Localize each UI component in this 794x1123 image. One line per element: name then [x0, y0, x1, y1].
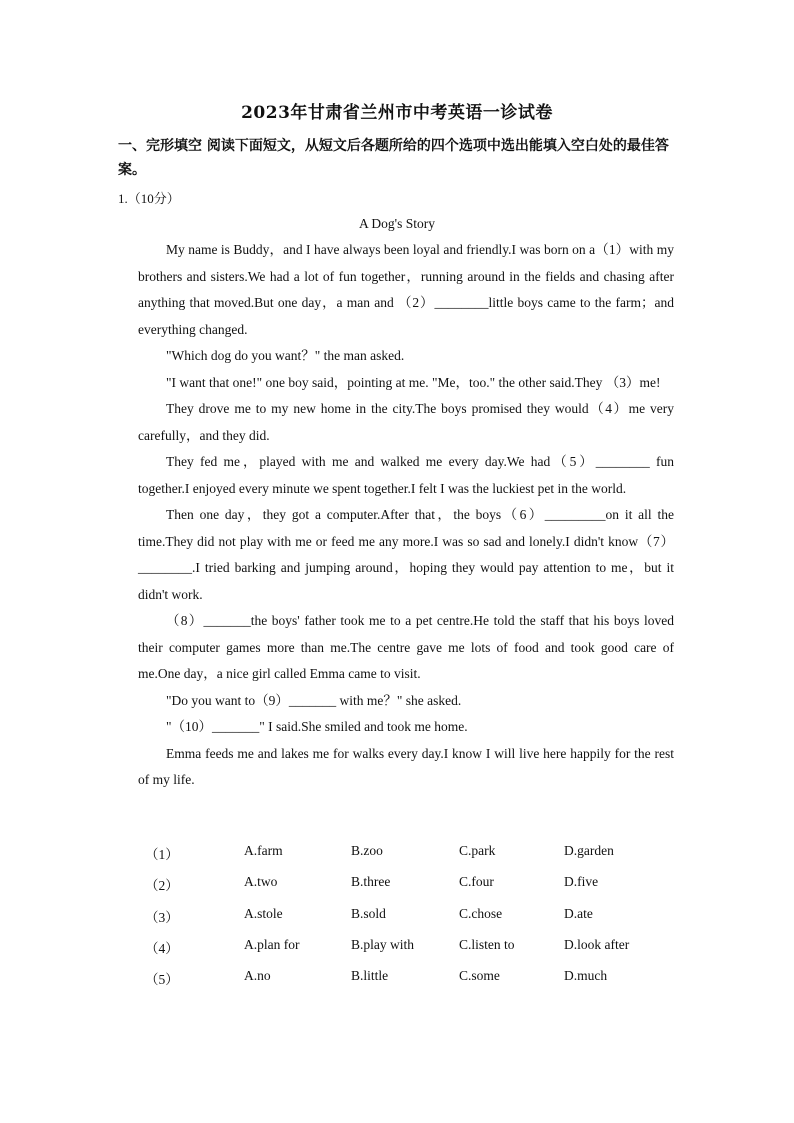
option-number: （3） — [145, 909, 179, 925]
passage-paragraph: （8）_______the boys' father took me to a pet centre.He told the staff that his boys loved their computer games more than me.The centre gave me lots of food and took good care of me.One day，a nice girl called Emma came to visit. — [138, 613, 674, 681]
option-number: （5） — [145, 972, 179, 988]
passage-paragraph: My name is Buddy，and I have always been loyal and friendly.I was born on a（1）with my brothers and sisters.We had a lot of fun together，running around in the fields and chasing after anything that moved.But one day，a man and （2）________little boys came to the farm；and everything changed. — [138, 242, 674, 337]
exam-title: 2023年甘肃省兰州市中考英语一诊试卷 — [241, 103, 553, 123]
option-row — [145, 843, 665, 874]
passage-paragraph: Emma feeds me and lakes me for walks every day.I know I will live here happily for the rest of my life. — [138, 745, 674, 787]
option-d: D.garden — [564, 843, 614, 858]
option-c: C.listen to — [459, 936, 515, 952]
passage-paragraph: They drove me to my new home in the city.The boys promised they would（4）me very carefully，and they did. — [138, 401, 674, 443]
question-number: 1.（10分） — [118, 191, 180, 206]
passage-paragraph: "（10）_______" I said.She smiled and took me home. — [166, 719, 468, 734]
option-b: B.sold — [351, 905, 386, 921]
option-a: A.stole — [244, 905, 283, 921]
passage-paragraph: "Which dog do you want？" the man asked. — [166, 348, 405, 363]
option-b: B.three — [351, 874, 391, 890]
passage-paragraph: "Do you want to（9）_______ with me？" she asked. — [166, 692, 462, 708]
option-c: C.some — [459, 968, 500, 984]
option-b: B.play with — [351, 936, 414, 952]
option-row — [145, 968, 665, 999]
option-d: D.ate — [564, 905, 593, 921]
story-title: A Dog's Story — [359, 216, 435, 231]
option-c: C.chose — [459, 905, 503, 921]
option-a: A.no — [244, 968, 271, 984]
option-c: C.park — [459, 843, 496, 858]
option-number: （4） — [145, 940, 179, 956]
passage-paragraph: Then one day，they got a computer.After that，the boys（6）_________on it all the time.They did not play with me or feed me any more.I was so sad and lonely.I didn't know（7）________.I tried barking and jumping around，hoping they would pay attention to me，but it didn't work. — [138, 507, 674, 602]
option-c: C.four — [459, 874, 494, 890]
passage — [138, 237, 674, 794]
option-b: B.zoo — [351, 843, 383, 858]
option-d: D.look after — [564, 936, 630, 952]
option-row — [145, 874, 665, 905]
option-d: D.much — [564, 968, 608, 984]
option-a: A.farm — [244, 843, 283, 858]
passage-paragraph: "I want that one!" one boy said，pointing at me. "Me，too." the other said.They （3）me! — [166, 374, 661, 390]
option-a: A.plan for — [244, 936, 300, 952]
option-d: D.five — [564, 874, 599, 890]
section-heading: 一、完形填空 阅读下面短文，从短文后各题所给的四个选项中选出能填入空白处的最佳答案。 — [118, 138, 669, 178]
option-number: （2） — [145, 878, 179, 894]
options-table — [145, 843, 665, 999]
option-row — [145, 937, 665, 968]
option-b: B.little — [351, 968, 389, 984]
passage-paragraph: They fed me，played with me and walked me every day.We had（5）________ fun together.I enjoyed every minute we spent together.I felt I was the luckiest pet in the world. — [138, 454, 674, 496]
option-row — [145, 906, 665, 937]
option-a: A.two — [244, 874, 278, 890]
option-number: （1） — [145, 847, 179, 862]
